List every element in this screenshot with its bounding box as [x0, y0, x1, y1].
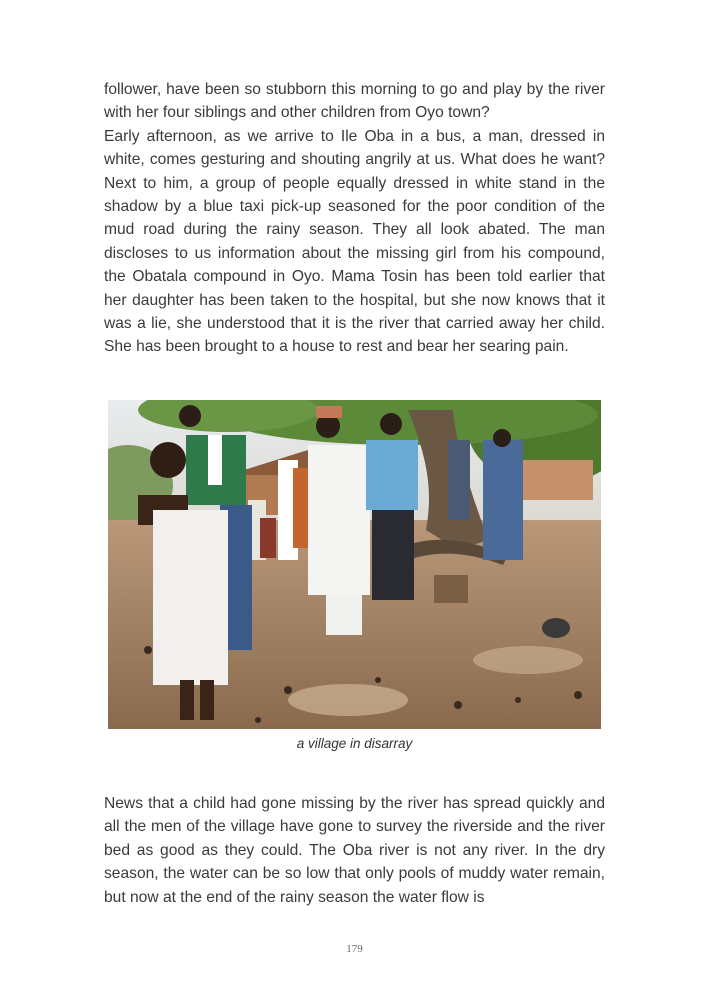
paragraph: Early afternoon, as we arrive to Ile Oba in a bus, a man, dressed in white, comes gesturing and shouting angrily at us. What does he want? Next to him, a group of people equally dressed in white stand in the shadow by a blue taxi pick-up seasoned for the poor condition of the mud road during the rainy season. They all look abated. The man discloses to us information about the missing girl from his compound, the Obatala compound in Oyo. Mama Tosin has been told earlier that her daughter has been taken to the hospital, but she now knows that it was a lie, she understood that it is the river that carried away her child. She has been brought to a house to rest and bear her searing pain. — [104, 127, 605, 356]
page-number: 179 — [346, 943, 363, 955]
paragraph: News that a child had gone missing by the river has spread quickly and all the men of the village have gone to survey the riverside and the river bed as good as they could. The Oba river is not any river. In the dry season, the water can be so low that only pools of muddy water remain, but now at the end of the rainy season the water flow is — [104, 795, 605, 906]
body-text-top — [104, 78, 605, 359]
paragraph: follower, have been so stubborn this morning to go and play by the river with her four siblings and other children from Oyo town? — [104, 81, 605, 122]
body-text-bottom — [104, 792, 605, 909]
figure-caption: a village in disarray — [296, 736, 413, 751]
photo-village — [108, 400, 601, 729]
